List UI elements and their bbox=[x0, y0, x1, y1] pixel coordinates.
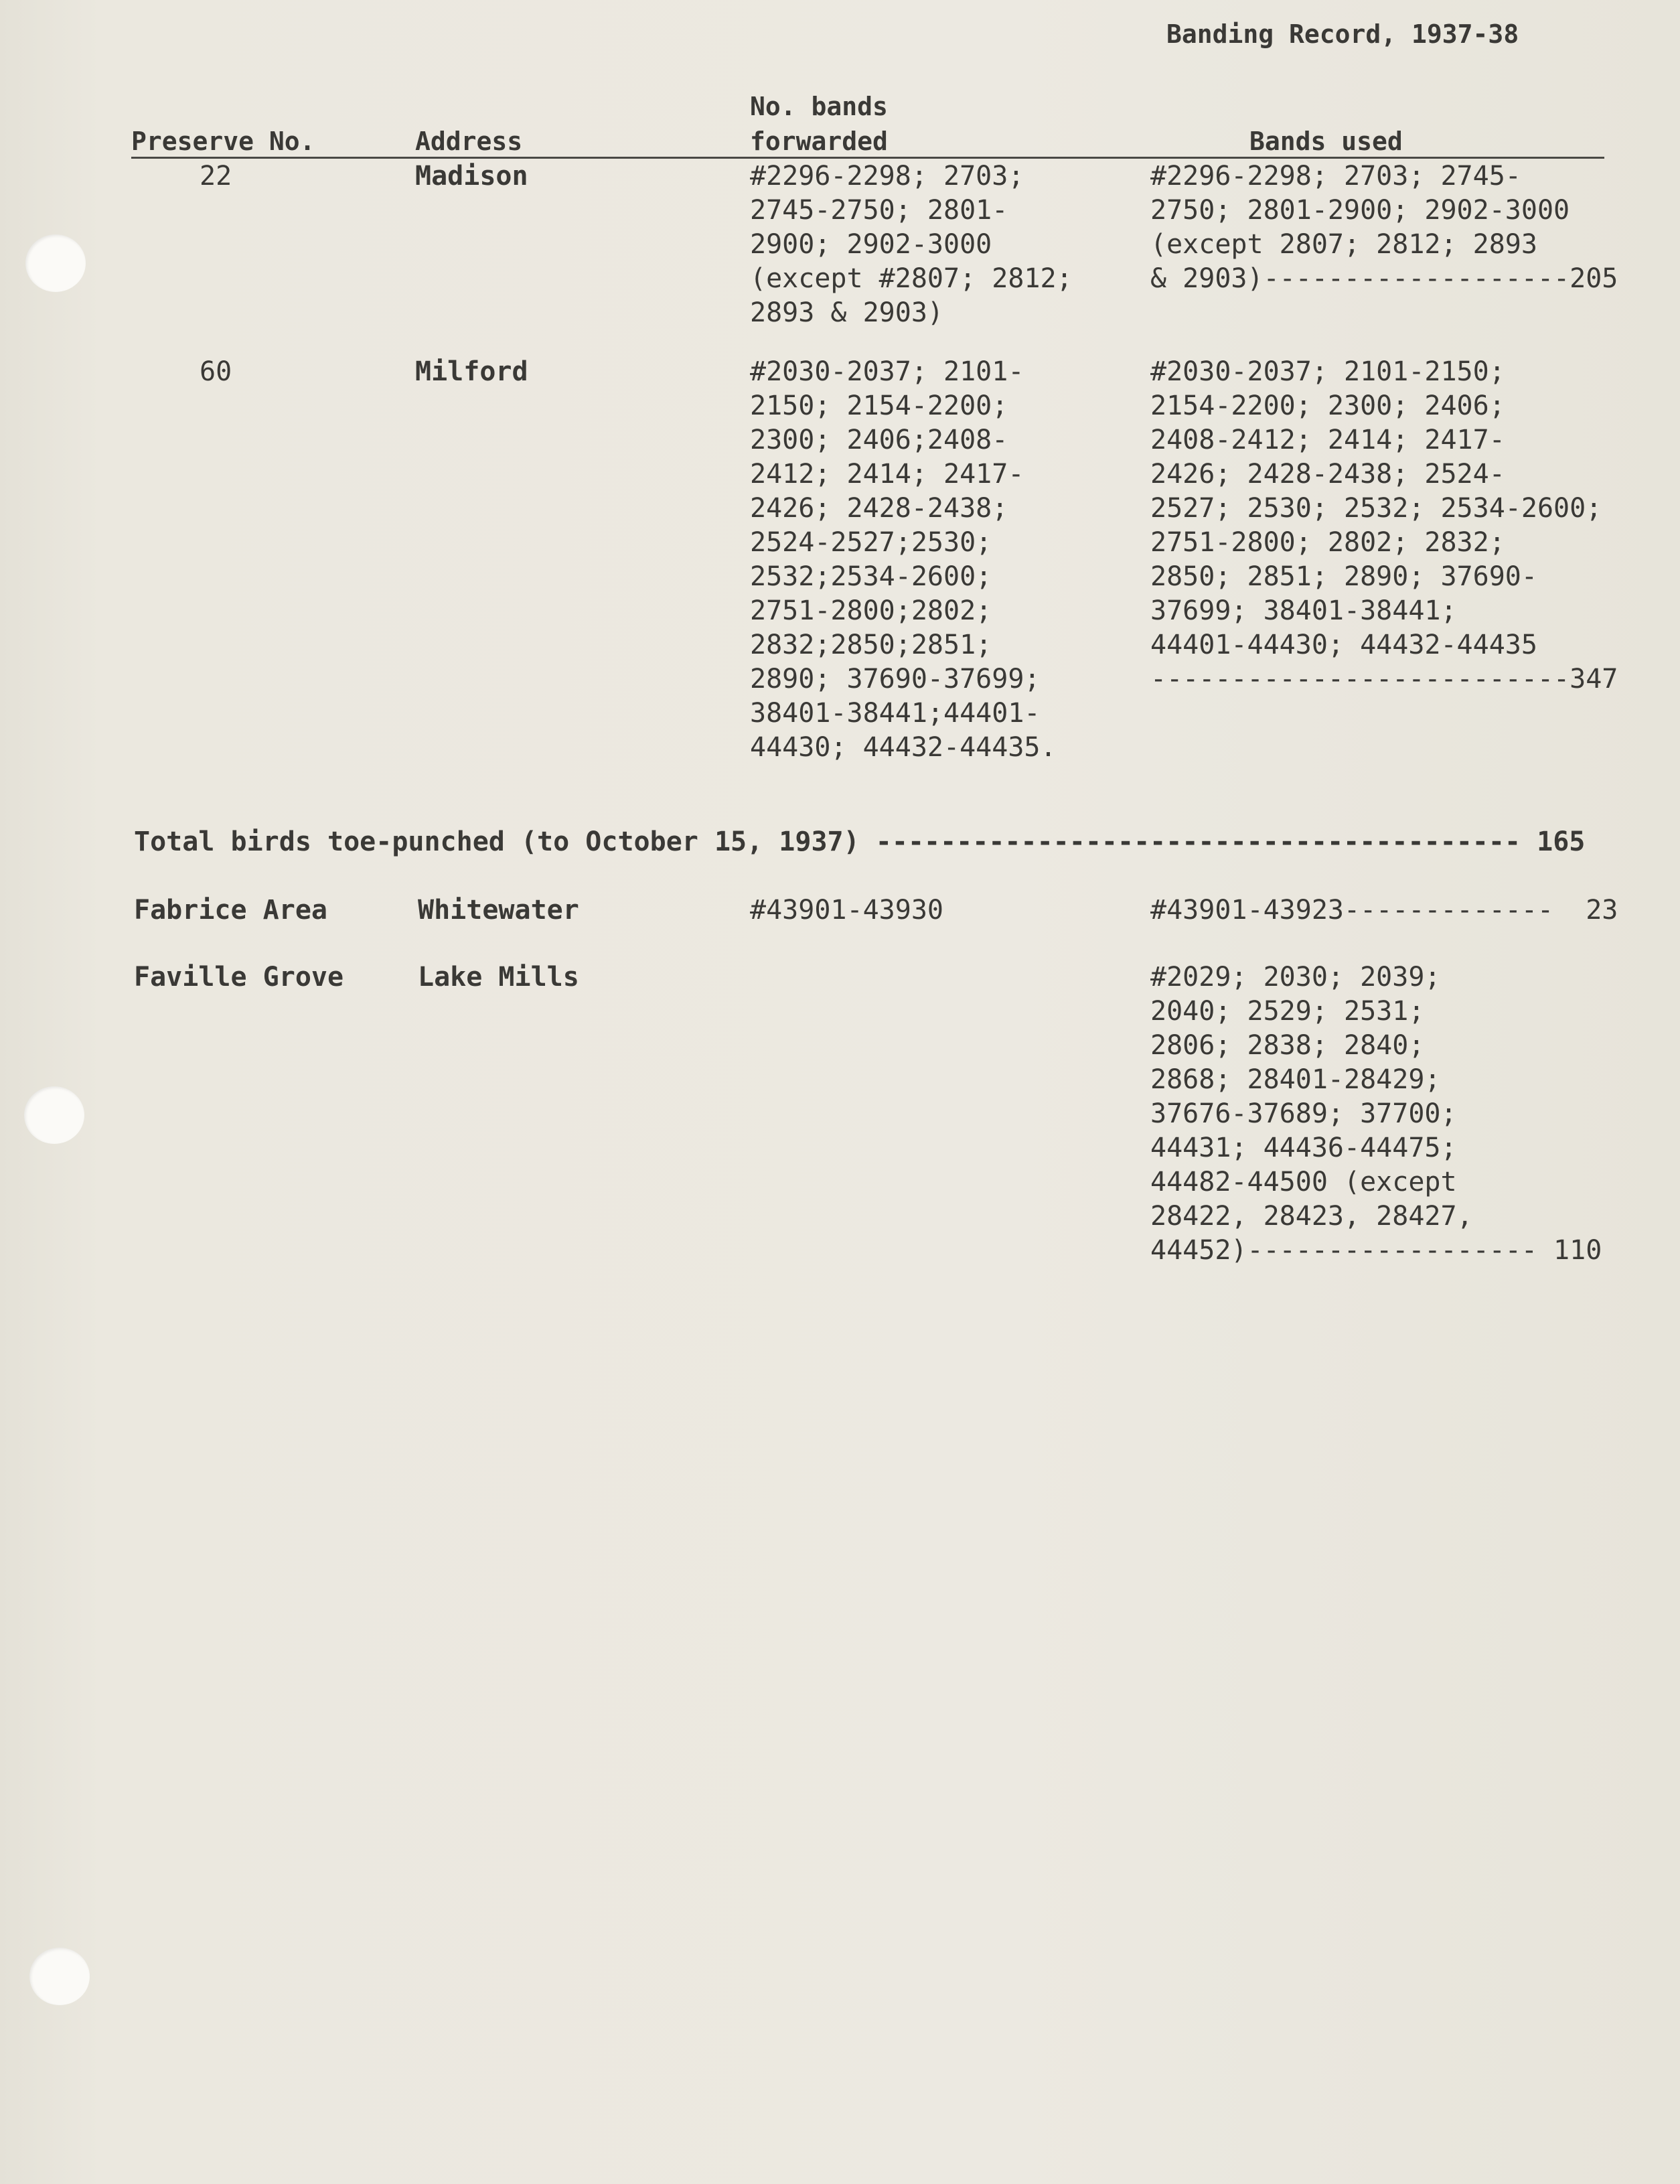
used-line: 2806; 2838; 2840; bbox=[1150, 1030, 1425, 1061]
forwarded-line: #2296-2298; 2703; bbox=[750, 161, 1024, 192]
used-line: 44431; 44436-44475; bbox=[1150, 1133, 1457, 1163]
used-line: 44482-44500 (except bbox=[1150, 1167, 1457, 1197]
forwarded-line: 2300; 2406;2408- bbox=[750, 425, 1008, 455]
used-line: 2850; 2851; 2890; 37690- bbox=[1150, 561, 1537, 592]
forwarded-line: (except #2807; 2812; bbox=[750, 263, 1073, 294]
column-header-bands-forwarded-line2: forwarded bbox=[750, 127, 888, 156]
punch-hole-bottom bbox=[29, 1948, 90, 2005]
forwarded-line: 38401-38441;44401- bbox=[750, 698, 1041, 729]
column-header-bands-used: Bands used bbox=[1249, 127, 1403, 156]
total-toe-punched: Total birds toe-punched (to October 15, 1937) ---------------------------------------- 165 bbox=[134, 826, 1586, 857]
forwarded-line: 2745-2750; 2801- bbox=[750, 195, 1008, 226]
used-line: (except 2807; 2812; 2893 bbox=[1150, 229, 1537, 260]
fabrice-address: Whitewater bbox=[418, 895, 579, 926]
column-header-address: Address bbox=[415, 127, 523, 156]
column-header-preserve: Preserve No. bbox=[131, 127, 315, 156]
header-rule bbox=[131, 157, 1604, 159]
faville-name: Faville Grove bbox=[134, 962, 344, 993]
row-milford-used bbox=[1150, 355, 1618, 697]
fabrice-name: Fabrice Area bbox=[134, 895, 327, 926]
used-line: 37699; 38401-38441; bbox=[1150, 595, 1457, 626]
used-line: 2408-2412; 2414; 2417- bbox=[1150, 425, 1505, 455]
used-line: 2527; 2530; 2532; 2534-2600; bbox=[1150, 493, 1602, 524]
used-line: 2750; 2801-2900; 2902-3000 bbox=[1150, 195, 1570, 226]
forwarded-line: 2412; 2414; 2417- bbox=[750, 459, 1024, 490]
row-milford-preserve: 60 bbox=[200, 356, 232, 387]
fabrice-used: #43901-43923------------- 23 bbox=[1150, 895, 1618, 926]
fabrice-forwarded: #43901-43930 bbox=[750, 895, 943, 926]
forwarded-line: 2150; 2154-2200; bbox=[750, 390, 1008, 421]
forwarded-line: 2426; 2428-2438; bbox=[750, 493, 1008, 524]
forwarded-line: 2751-2800;2802; bbox=[750, 595, 992, 626]
used-line: 2426; 2428-2438; 2524- bbox=[1150, 459, 1505, 490]
used-line: & 2903)-------------------205 bbox=[1150, 263, 1618, 294]
row-madison-address: Madison bbox=[415, 161, 528, 192]
forwarded-line: #2030-2037; 2101- bbox=[750, 356, 1024, 387]
row-madison-used bbox=[1150, 159, 1618, 296]
used-line: 2751-2800; 2802; 2832; bbox=[1150, 527, 1505, 558]
used-line: #2296-2298; 2703; 2745- bbox=[1150, 161, 1521, 192]
forwarded-line: 2900; 2902-3000 bbox=[750, 229, 992, 260]
used-line: 2154-2200; 2300; 2406; bbox=[1150, 390, 1505, 421]
forwarded-line: 2890; 37690-37699; bbox=[750, 664, 1041, 695]
used-line: 44401-44430; 44432-44435 bbox=[1150, 630, 1537, 660]
column-header-bands-forwarded-line1: No. bands bbox=[750, 92, 888, 121]
forwarded-line: 2893 & 2903) bbox=[750, 297, 943, 328]
row-madison-forwarded bbox=[750, 159, 1073, 330]
forwarded-line: 2532;2534-2600; bbox=[750, 561, 992, 592]
row-milford-forwarded bbox=[750, 355, 1057, 765]
document-title: Banding Record, 1937-38 bbox=[1166, 19, 1519, 49]
used-line: 2868; 28401-28429; bbox=[1150, 1064, 1441, 1095]
forwarded-line: 44430; 44432-44435. bbox=[750, 732, 1057, 763]
faville-used bbox=[1150, 960, 1602, 1268]
faville-address: Lake Mills bbox=[418, 962, 579, 993]
used-line: 44452)------------------ 110 bbox=[1150, 1235, 1602, 1266]
forwarded-line: 2524-2527;2530; bbox=[750, 527, 992, 558]
forwarded-line: 2832;2850;2851; bbox=[750, 630, 992, 660]
punch-hole-top bbox=[25, 234, 86, 292]
used-line: 37676-37689; 37700; bbox=[1150, 1098, 1457, 1129]
punch-hole-middle bbox=[24, 1086, 84, 1144]
row-milford-address: Milford bbox=[415, 356, 528, 387]
used-line: #2029; 2030; 2039; bbox=[1150, 962, 1441, 993]
used-line: 2040; 2529; 2531; bbox=[1150, 996, 1425, 1027]
row-madison-preserve: 22 bbox=[200, 161, 232, 192]
used-line: --------------------------347 bbox=[1150, 664, 1618, 695]
used-line: 28422, 28423, 28427, bbox=[1150, 1201, 1473, 1232]
used-line: #2030-2037; 2101-2150; bbox=[1150, 356, 1505, 387]
